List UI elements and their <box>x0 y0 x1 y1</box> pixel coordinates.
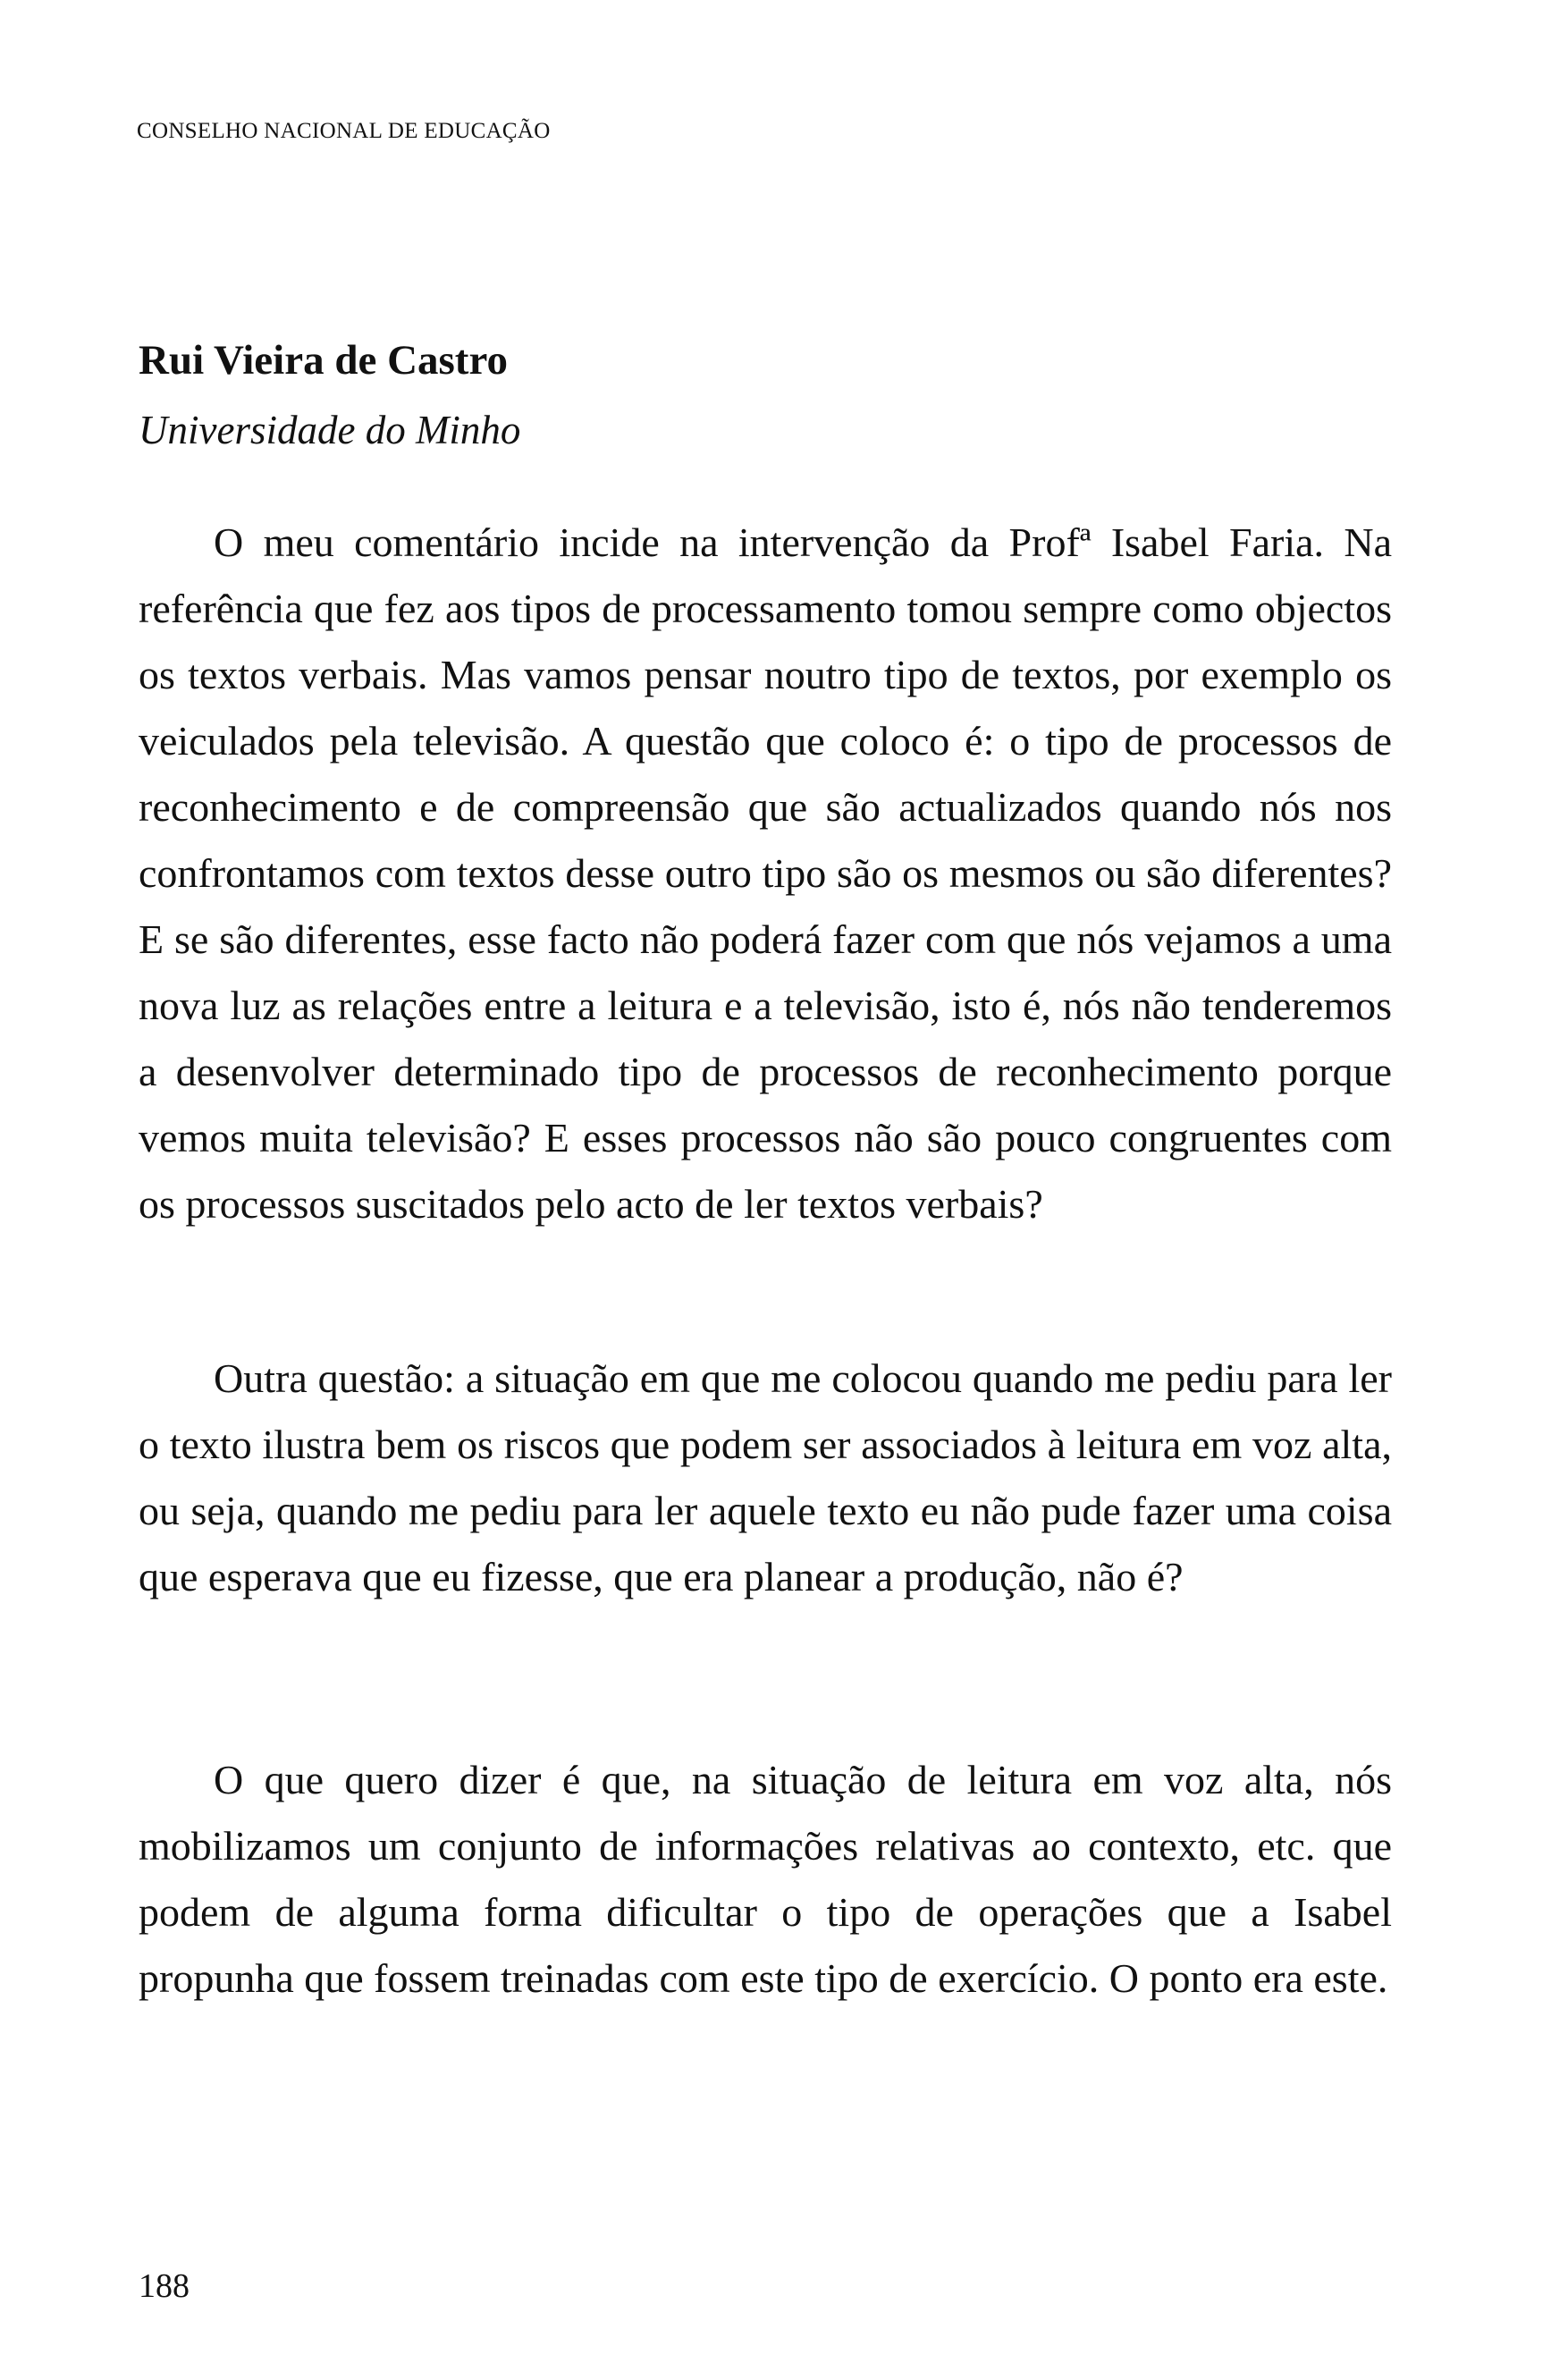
body-paragraph-3: O que quero dizer é que, na situação de leitura em voz alta, nós mobilizamos um conjunto de informações relativas ao contexto, etc. que podem de alguma forma dificultar o tipo de operações que a Isabel propunha que fossem treinadas com este tipo de exercício. O ponto era este. <box>139 1757 1392 2001</box>
page-number: 188 <box>139 2267 190 2305</box>
author-name: Rui Vieira de Castro <box>139 337 508 384</box>
author-affiliation: Universidade do Minho <box>139 408 521 452</box>
body-paragraph-2: Outra questão: a situação em que me colocou quando me pediu para ler o texto ilustra bem os riscos que podem ser associados à leitura em voz alta, ou seja, quando me pediu para ler aquele texto eu não pude fazer uma coisa que esperava que eu fizesse, que era planear a produção, não é? <box>139 1355 1392 1599</box>
running-header: CONSELHO NACIONAL DE EDUCAÇÃO <box>137 119 551 143</box>
body-paragraph-1: O meu comentário incide na intervenção da Profª Isabel Faria. Na referência que fez aos tipos de processamento tomou sempre como objectos os textos verbais. Mas vamos pensar noutro tipo de textos, por exemplo os veiculados pela televisão. A questão que coloco é: o tipo de processos de reconhecimento e de compreensão que são actualizados quando nós nos confrontamos com textos desse outro tipo são os mesmos ou são diferentes? E se são diferentes, esse facto não poderá fazer com que nós vejamos a uma nova luz as relações entre a leitura e a televisão, isto é, nós não tenderemos a desenvolver determinado tipo de processos de reconhecimento porque vemos muita televisão? E esses processos não são pouco congruentes com os processos suscitados pelo acto de ler textos verbais? <box>139 519 1392 1227</box>
